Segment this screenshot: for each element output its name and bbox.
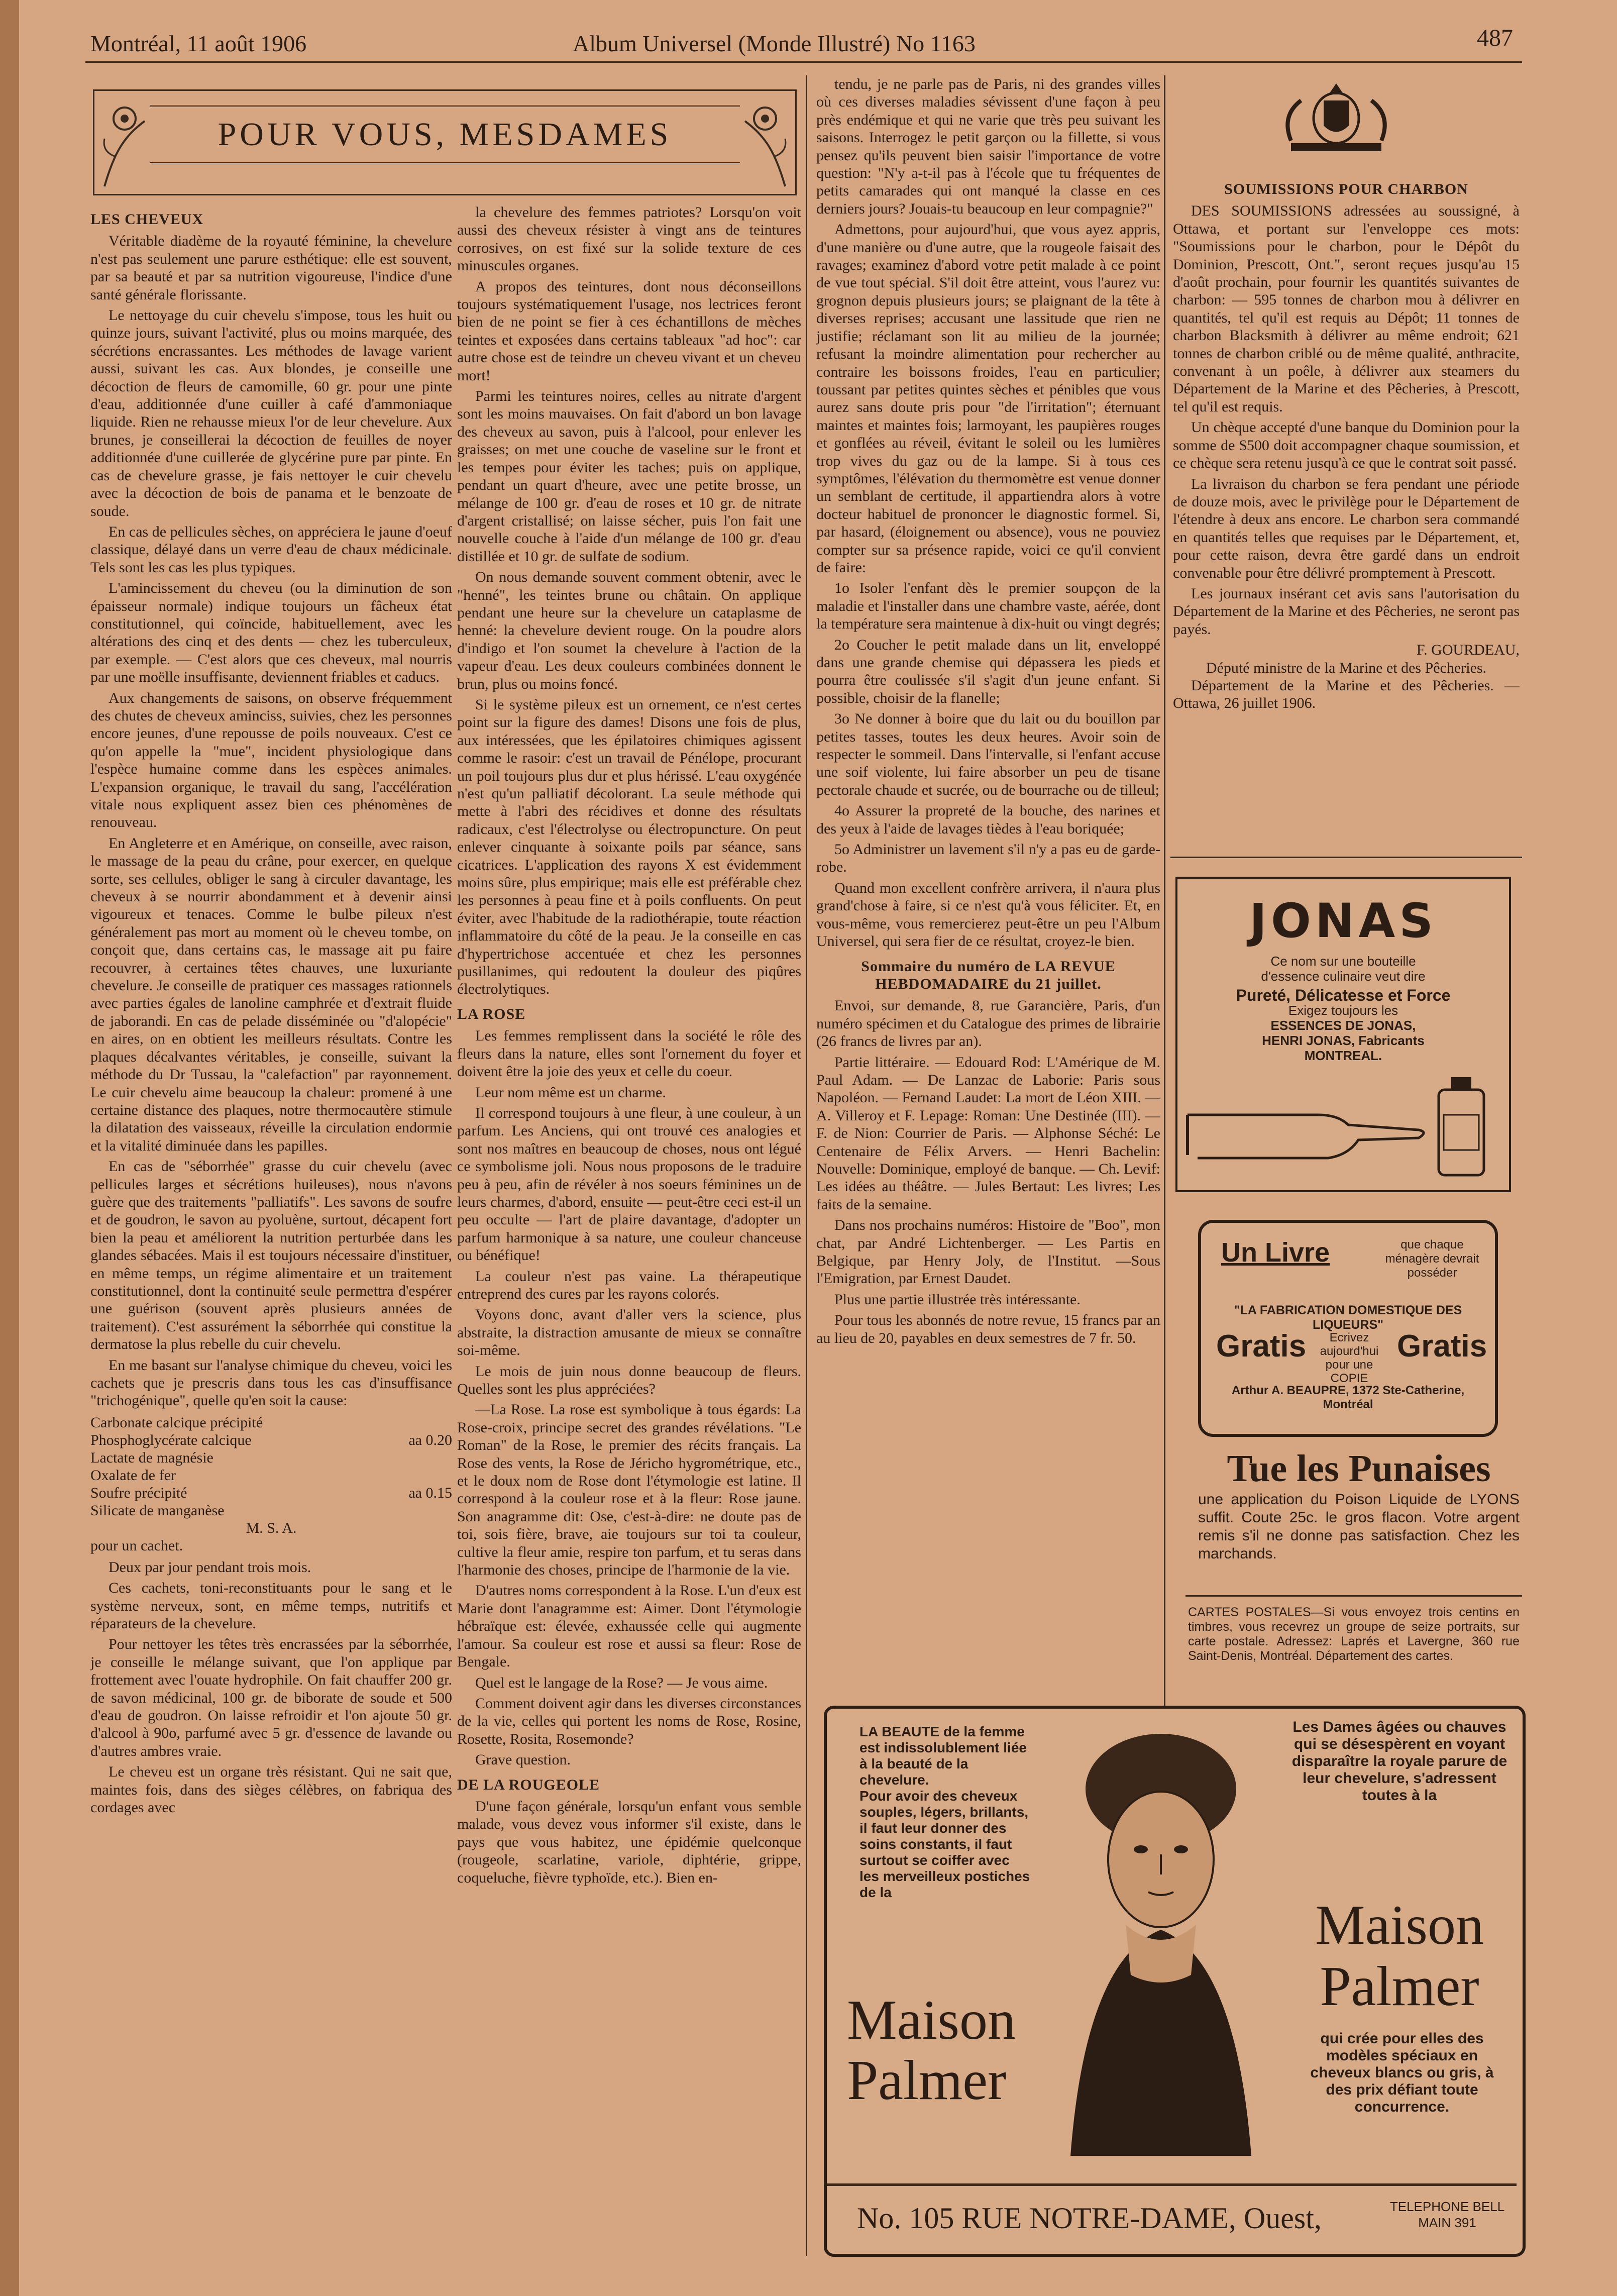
ad-palmer-right-text: Les Dames âgées ou chauves qui se désespèrent en voyant disparaître la royale parure de leur chevelure, s'adressent toutes à la [1291,1719,1507,1804]
ad-palmer-tel-number: MAIN 391 [1418,2215,1476,2230]
paragraph: En cas de "séborrhée" grasse du cuir chevelu (avec pellicules larges et sécrétions huileuses), nous n'avons guère que des traitements "palliatifs". Les savons de soufre et de goudron, le savon au pyoluène, surtout, décapent fort bien la peau et améliorent la nutrition perturbée dans les glandes sébacées. Mais il est toujours nécessaire d'instituer, en même temps, un régime alimentaire et un traitement constitutionnel, dont la continuité seule permettra d'espérer une guérison (souvent après plusieurs années de traitement). C'est assurément la séborrhée qui constitue la dermatose la plus rebelle du cuir chevelu. [90,1158,452,1353]
ad-livre-subtitle: "LA FABRICATION DOMESTIQUE DES LIQUEURS" [1234,1303,1462,1332]
column-rule [806,75,807,2256]
ad-palmer-left-text: LA BEAUTE de la femme est indissolublement liée à la beauté de la chevelure. Pour avoir des cheveux souples, légers, brillants, il faut leur donner des soins constants, il faut surtout se coiffer avec les merveilleux postiches de la [859,1724,1030,1900]
ad-palmer-tel-label: TELEPHONE BELL [1389,2199,1505,2214]
paragraph: Parmi les teintures noires, celles au nitrate d'argent sont les moins mauvaises. On fait d'abord un bon lavage des cheveux au savon, puis à l'alcool, pour enlever les graisses; on met une couche de vaseline sur le front et les tempes pour éviter les taches; puis on applique, pendant un quart d'heure, avec une petite brosse, un mélange de 100 gr. d'eau de roses et 10 gr. de nitrate d'argent cristallisé; on laisse sécher, puis l'on fait une nouvelle couche à l'aide d'un mélange de 100 gr. d'eau distillée et 10 gr. de sulfate de sodium. [457,388,801,565]
paragraph: Département de la Marine et des Pêcheries. — Ottawa, 26 juillet 1906. [1173,677,1520,712]
paragraph: La livraison du charbon se fera pendant une période de douze mois, avec le privilège pour le Département de l'étendre à deux ans encore. Le charbon sera commandé en quantités telles que requises par le Département, et, pour cette raison, devra être gardé dans un endroit convenable pour être délivré promptement à Prescott. [1173,475,1520,581]
formula-line: Lactate de magnésie [90,1449,213,1466]
formula-dose: aa 0.20 [408,1431,452,1448]
floral-ornament-right-icon [735,91,795,191]
paragraph: Un chèque accepté d'une banque du Dominion pour la somme de $500 doit accompagner chaque soumission, et ce chèque sera retenu jusqu'à ce que le contrat soit passé. [1173,419,1520,472]
paragraph: Dans nos prochains numéros: Histoire de "Boo", mon chat, par André Lichtenberger. — Les Partis en Belgique, par Henry Joly, de l'Institut. —Sous l'Emigration, par Ernest Daudet. [816,1217,1160,1287]
formula-line: Soufre précipité [90,1484,187,1501]
ad-jonas-brand: JONAS [1249,894,1437,949]
ad-palmer-brand-right [1284,1895,1515,2017]
woman-portrait-icon [1040,1719,1281,2156]
paragraph: Voyons donc, avant d'aller vers la science, plus abstraite, la distraction amusante de mieux se connaître soi-même. [457,1306,801,1359]
column-1 [90,203,452,2253]
ad-livre-title: Un Livre [1221,1237,1330,1268]
paragraph: Le cheveu est un organe très résistant. Qui ne sait que, maintes fois, dans des sièges célèbres, on fabriqua des cordages avec [90,1763,452,1816]
ad-jonas-text: HENRI JONAS, Fabricants [1262,1033,1425,1048]
floral-ornament-left-icon [94,91,155,191]
column-4 [1173,173,1520,837]
header-title: Album Universel (Monde Illustré) No 1163 [573,31,976,56]
paragraph: L'amincissement du cheveu (ou la diminution de son épaisseur normale) indique toujours un fâcheux état constitutionnel, qui coïncide, habituellement, avec les altérations des cinq et des dents — chez les tuberculeux, par exemple. — C'est alors que ces cheveux, mal nourris par une moëlle insuffisante, deviennent friables et caducs. [90,580,452,686]
paragraph: Admettons, pour aujourd'hui, que vous ayez appris, d'une manière ou d'une autre, que la rougeole faisait des ravages; examinez d'abord votre petit malade à ce point de vue tout spécial. S'il doit être atteint, vous l'aurez vu: grognon depuis plusieurs jours; se plaignant de la tête à diverses reprises; accusant une lassitude que rien ne justifie; réclamant son lit au milieu de la journée; refusant la moindre alimentation pour rechercher au contraire les boissons froides, l'eau en particulier; toussant par petites quintes sèches et pénibles que vous aurez sans doute pris pour "de l'irritation"; éternuant maintes et maintes fois; larmoyant, les paupières rouges et gonflées au réveil, évitant le soleil ou les lumières trop vives du gaz ou de la lampe. Si à tous ces symptômes, l'élévation du thermomètre est venue donner un semblant de certitude, il appartiendra alors à votre docteur habituel de prononcer le diagnostic formel. Si, par hasard, (éloignement ou absence), vous ne pouviez compter sur sa présence rapide, voici ce qu'il convient de faire: [816,221,1160,576]
ad-palmer-right-bottom: qui crée pour elles des modèles spéciaux en cheveux blancs ou gris, à des prix défiant toute concurrence. [1310,2030,1494,2115]
paragraph: 5o Administrer un lavement s'il n'y a pas eu de garde-robe. [816,841,1160,876]
page-binding-edge [0,0,19,2296]
heading-rougeole: DE LA ROUGEOLE [457,1776,600,1793]
paragraph: la chevelure des femmes patriotes? Lorsqu'on voit aussi des cheveux résister à vingt ans de teintures corrosives, on est fixé sur la solide texture de ces minuscules organes. [457,204,801,274]
paragraph: Le mois de juin nous donne beaucoup de fleurs. Quelles sont les plus appréciées? [457,1363,801,1397]
paragraph: Véritable diadème de la royauté féminine, la chevelure n'est pas seulement une parure esthétique: elle est souvent, par sa beauté et par sa nutrition vigoureuse, l'indice d'une santé générale florissante. [90,233,452,303]
paragraph: Envoi, sur demande, 8, rue Garancière, Paris, d'un numéro spécimen et du Catalogue des primes de librairie (26 francs de livres par an). [816,997,1160,1050]
ad-un-livre [1198,1220,1498,1437]
paragraph: La couleur n'est pas vaine. La thérapeutique entreprend des cures par les rayons colorés. [457,1268,801,1302]
formula-dose: aa 0.15 [408,1484,452,1501]
paragraph: Leur nom même est un charme. [475,1084,666,1101]
paragraph: Plus une partie illustrée très intéressante. [834,1291,1081,1308]
formula-line: Silicate de manganèse [90,1502,225,1519]
ad-maison-palmer [824,1706,1526,2257]
header-rule [85,61,1522,63]
paragraph: On nous demande souvent comment obtenir, avec le "henné", les teintes brune ou châtain. On applique pendant une heure sur la chevelure un cataplasme de henné: la chevelure devient rouge. On la poudre alors d'indigo et l'on soumet la chevelure à l'action de la vapeur d'eau. Les deux couleurs combinées donnent le brun, plus ou moins foncé. [457,569,801,692]
ad-livre-tagline: que chaque ménagère devrait posséder [1385,1238,1479,1280]
paragraph: Partie littéraire. — Edouard Rod: L'Amérique de M. Paul Adam. — De Lanzac de Laborie: Paris sous Napoléon. — Fernand Laudet: La mort de Léon XIII. — A. Villeroy et F. Lepage: Roman: Une Destinée (III). — F. de Nion: Courrier de Paris. — Alphonse Séché: Le Centenaire de Félix Arvers. — Henri Bachelin: Nouvelle: Dominique, employé de banque. — Ch. Levif: Les idées au théâtre. — Jules Bertaut: Les livres; Les faits de la semaine. [816,1054,1160,1213]
ad-livre-middle: Ecrivez aujourd'hui pour une COPIE [1320,1331,1379,1385]
paragraph: Les journaux insérant cet avis sans l'autorisation du Département de la Marine et des Pêcheries, ne seront pas payés. [1173,585,1520,638]
banner-frame [150,105,740,164]
ad-palmer-divider [827,2183,1517,2186]
ad-jonas-text: MONTREAL. [1304,1048,1382,1063]
paragraph: A propos des teintures, dont nous déconseillons toujours systématiquement l'usage, nos lectrices feront bien de ne point se fier à ces échantillons de mèches teintes et exposées dans certains tableaux "ad hoc": car autre chose est de teindre un cheveu vivant et un cheveu mort! [457,278,801,384]
ad-jonas [1175,877,1511,1192]
paragraph: En cas de pellicules sèches, on appréciera le jaune d'oeuf classique, délayé dans un verre d'eau de chaux médicinale. Tels sont les cas les plus typiques. [90,523,452,576]
ad-palmer-maison: Maison [1315,1894,1484,1956]
formula-line: Oxalate de fer [90,1467,176,1484]
paragraph: Deux par jour pendant trois mois. [109,1558,311,1576]
paragraph: tendu, je ne parle pas de Paris, ni des grandes villes où ces diverses maladies sévissent d'une façon à peu près endémique et qui ne varie que très peu suivant les saisons. Interrogez le petit garçon ou la fillette, si vous pensez qu'ils peuvent bien saisir l'importance de votre question: "N'y a-t-il pas à l'école que tu fréquentes de petits camarades qui ont manqué la classe en ces derniers jours? Jouais-tu beaucoup en leur compagnie?" [816,76,1160,217]
hand-and-bottle-icon [1177,1075,1509,1190]
formula-footer: pour un cachet. [90,1537,183,1554]
ad-livre-gratis-right: Gratis [1397,1329,1487,1364]
prescription-formula [90,1414,452,1554]
paragraph: Il correspond toujours à une fleur, à une couleur, à un parfum. Les Anciens, qui ont trouvé ces analogies et sont nos maîtres en beaucoup de choses, nous ont légué ce symbolisme joli. Nous nous proposons de le traduire peu à peu, afin de révéler à nos soeurs féminines un de leurs charmes, d'abord, ensuite — peut-être ceci est-il un peu occulte — l'art de plaire davantage, d'adopter un parfum harmonique à sa nature, une couleur chanceuse ou bénéfique! [457,1104,801,1264]
paragraph: 2o Coucher le petit malade dans un lit, enveloppé dans une grande chemise qui dépassera les pieds et pourra être coulissée s'il s'agit d'un jeune enfant. Si possible, choisir de la flanelle; [816,636,1160,706]
ad-livre-address: Arthur A. BEAUPRE, 1372 Ste-Catherine, Montréal [1231,1384,1465,1411]
formula-signature: M. S. A. [246,1519,297,1536]
ad-jonas-slogan: Pureté, Délicatesse et Force [1236,986,1451,1004]
paragraph: —La Rose. La rose est symbolique à tous égards: La Rose-croix, principe secret des grandes révélations. "Le Roman" de la Rose, le premier des récits français. La Rose des vents, la Rose de Jéricho hygrométrique, etc., et le doux nom de Rose dont l'étymologie est latine. Il correspond à la couleur rose et à la fleur: Rose jaune. Son anagramme dit: Ose, c'est-à-dire: ne doute pas de toi, sois fière, brave, aie toujours sur toi ta couleur, cultive la fleur amie, respire ton parfum, et tu seras dans l'harmonie des choses, principe de l'harmonie de la vie. [457,1401,801,1579]
paragraph: 1o Isoler l'enfant dès le premier soupçon de la maladie et l'installer dans une chambre vaste, aérée, dont la température sera maintenue à dix-huit ou vingt degrés; [816,580,1160,633]
heading-rose: LA ROSE [457,1005,526,1022]
paragraph: Aux changements de saisons, on observe fréquemment des chutes de cheveux aminciss, suivies, chez les personnes encore jeunes, d'une repousse de poils nouveaux. C'est ce qu'on appelle la "mue", incident physiologique dans l'espèce humaine comme dans les espèces animales. L'expansion organique, le travail du sang, l'accélération vitale nous expliquent assez bien ces phénomènes de renouveau. [90,689,452,831]
paragraph: Si le système pileux est un ornement, ce n'est certes point sur la figure des dames! Disons une fois de plus, aux intéressées, que les épilatoires chimiques agissent comme le rasoir: c'est un travail de Pénélope, procurant un poil toujours plus dur et plus hérissé. L'eau oxygénée n'est qu'un palliatif décolorant. La seule méthode qui mette à l'abri des récidives et donne des résultats radicaux, c'est l'électrolyse ou électropuncture. On peut enlever cinquante à soixante poils par séance, sans cicatrices. L'application des rayons X est évidemment moins sûre, plus empirique; mais elle est préférable chez les personnes à peau fine et à poils confluents. On peut éviter, avec l'habitude de la radiothérapie, toute réaction inflammatoire du côté de la peau. Je la conseille en cas d'hypertrichose accentuée et chez les personnes pusillanimes, qui redoutent la douleur des piqûres électrolytiques. [457,696,801,998]
paragraph: Ces cachets, toni-reconstituants pour le sang et le système nerveux, sont, en même temps, nutritifs et réparateurs de la chevelure. [90,1580,452,1632]
paragraph: Pour nettoyer les têtes très encrassées par la séborrhée, je conseille le mélange suivant, que l'on applique par frottement avec l'ouate hydrophile. On fait chauffer 200 gr. de savon médicinal, 100 gr. de biborate de soude et 500 d'eau de goudron. On laisse refroidir et l'on ajoute 50 gr. d'alcool à 90o, parfumé avec 5 gr. d'essence de lavande ou d'autres ambres vraie. [90,1636,452,1759]
ad-punaises-body: une application du Poison Liquide de LYONS suffit. Coute 25c. le gros flacon. Votre argent remis s'il ne donne pas satisfaction. Chez les marchands. [1198,1491,1520,1562]
ad-palmer-palmer: Palmer [1320,1955,1479,2018]
paragraph: 3o Ne donner à boire que du lait ou du bouillon par petites tasses, toutes les deux heures. Avoir soin de respecter le sommeil. Dans l'intervalle, si l'enfant accuse une soif violente, lui faire absorber un peu de tisane pectorale chaude et sucrée, ou de bourrache ou de tilleul; [816,710,1160,798]
ad-punaises-title: Tue les Punaises [1227,1447,1491,1490]
paragraph: Grave question. [475,1751,571,1768]
section-banner [93,89,797,195]
page-number: 487 [1477,25,1513,51]
coat-of-arms-icon [1271,80,1402,156]
signature-name: F. GOURDEAU, [1416,642,1520,659]
heading-charbon: SOUMISSIONS POUR CHARBON [1224,181,1468,197]
ad-punaises [1198,1447,1520,1563]
paragraph: Quand mon excellent confrère arrivera, il n'aura plus grand'chose à faire, si ce n'est qu'à vous féliciter. Et, en vous-même, vous remercierez peut-être un peu l'Album Universel, qui sera fier de ce résultat, croyez-le bien. [816,879,1160,950]
section-title: POUR VOUS, MESDAMES [218,116,672,153]
paragraph: D'autres noms correspondent à la Rose. L'un d'eux est Marie dont l'anagramme est: Aimer. Dont l'étymologie hébraïque est: élevée, exhaussée celle qui augmente l'amour. Sa couleur est rose et aussi sa fleur: Rose de Bengale. [457,1582,801,1671]
paragraph: En me basant sur l'analyse chimique du cheveu, voici les cachets que je prescris dans tous les cas d'insuffisance "trichogénique", quelle qu'en soit la cause: [90,1356,452,1409]
paragraph: Pour tous les abonnés de notre revue, 15 francs par an au lieu de 20, payables en deux semestres de 7 fr. 50. [816,1312,1160,1346]
ad-jonas-text: ESSENCES DE JONAS, [1270,1018,1416,1033]
ad-palmer-maison: Maison [847,1989,1016,2051]
paragraph: D'une façon générale, lorsqu'un enfant vous semble malade, vous devez vous informer s'il existe, dans le pays que vous habitez, une épidémie quelconque (rougeole, scarlatine, variole, diphtérie, grippe, coqueluche, fièvre typhoïde, etc.). Bien en- [457,1798,801,1886]
header-date: Montréal, 11 août 1906 [90,31,307,56]
heading-cheveux: LES CHEVEUX [90,211,204,228]
paragraph: Les femmes remplissent dans la société le rôle des fleurs dans la nature, elles sont l'ornement du foyer et doivent être la joie des yeux et celle du coeur. [457,1027,801,1080]
divider [1170,857,1522,858]
paragraph: En Angleterre et en Amérique, on conseille, avec raison, le massage de la peau du crâne, pour exercer, en quelque sorte, ses cellules, obliger le sang à circuler davantage, les cheveux à se nourrir abondamment et à devenir ainsi vigoureux et tenaces. Comme le bulbe pileux n'est généralement pas mort au moment où le cheveu tombe, on conçoit que, dans certains cas, le massage ait pu faire recouvrer, à certaines têtes chauves, une luxuriante chevelure. Je conseille de pratiquer ces massages rationnels avec parties égales de lanoline camphrée et d'extrait fluide de jaborandi. En cas de pelade disséminée ou "d'alopécie" en aires, on en obtient les meilleurs résultats. Contre les plaques décalvantes véritables, je conseille, suivant la méthode du Dr Tussau, la "calefaction" par rayonnement. Le cuir chevelu aime beaucoup la chaleur: promené à une certaine distance des plaques, notre thermocautère stimule la dilatation des vaisseaux, réveille la circulation endormie et la vitalité diminuée dans les papilles. [90,834,452,1154]
paragraph: Quel est le langage de la Rose? — Je vous aime. [475,1674,768,1691]
divider [1185,1595,1522,1597]
formula-line: Carbonate calcique précipité [90,1414,263,1431]
ad-palmer-telephone [1384,2199,1510,2231]
ad-palmer-address: No. 105 RUE NOTRE-DAME, Ouest, [857,2202,1322,2235]
heading-sommaire: Sommaire du numéro de LA REVUE HEBDOMADAIRE du 21 juillet. [861,958,1116,992]
ad-palmer-palmer: Palmer [847,2049,1007,2112]
ad-jonas-text: Ce nom sur une bouteille d'essence culinaire veut dire [1261,954,1426,984]
paragraph: 4o Assurer la propreté de la bouche, des narines et des yeux à l'aide de lavages tièdes à l'eau boriquée; [816,802,1160,837]
ad-palmer-brand-left [847,1990,1016,2111]
paragraph: Le nettoyage du cuir chevelu s'impose, tous les huit ou quinze jours, suivant l'activité, plus ou moins marquée, des sécrétions encrassantes. Les méthodes de lavage varient aussi, suivant les cas. Aux blondes, je conseille une décoction de fleurs de camomille, 60 gr. pour une pinte d'eau, additionnée d'une cuiller à café d'ammoniaque liquide. Rien ne rehausse mieux l'or de leur chevelure. Aux brunes, je conseillerai la décoction de feuilles de noyer additionnée d'une cuillerée de glycérine pure par pinte. En cas de chevelure grasse, je fais nettoyer le cuir chevelu avec la décoction de bois de panama et le benzoate de soude. [90,307,452,519]
formula-line: Phosphoglycérate calcique [90,1431,252,1448]
column-2 [457,203,801,2253]
ad-jonas-text: Exigez toujours les [1288,1003,1398,1018]
ad-cartes-postales: CARTES POSTALES—Si vous envoyez trois centins en timbres, vous recevrez un groupe de seize portraits, sur carte postale. Adressez: Laprés et Lavergne, 360 rue Saint-Denis, Montréal. Département des cartes. [1188,1605,1520,1663]
paragraph: Comment doivent agir dans les diverses circonstances de la vie, celles qui portent les noms de Rose, Rosine, Rosette, Rosita, Rosemonde? [457,1695,801,1747]
signature-title: Député ministre de la Marine et des Pêcheries. [1206,659,1487,676]
column-3 [816,75,1160,1686]
paragraph: DES SOUMISSIONS adressées au soussigné, à Ottawa, et portant sur l'enveloppe ces mots: "Soumissions pour le charbon, pour le Dépôt du Dominion, Prescott, Ont.", seront reçues jusqu'au 15 d'août prochain, pour fournir les quantités suivantes de charbon: — 595 tonnes de charbon mou à délivrer en quantités, tel qu'il est requis au Dépôt; 11 tonnes de charbon Blacksmith à délivrer au même endroit; 621 tonnes de charbon criblé ou de même qualité, anthracite, convenant à un poêle, à délivrer aux steamers du Département de la Marine et des Pêcheries, à Prescott, tel qu'il est requis. [1173,202,1520,415]
ad-livre-gratis-left: Gratis [1216,1329,1307,1364]
